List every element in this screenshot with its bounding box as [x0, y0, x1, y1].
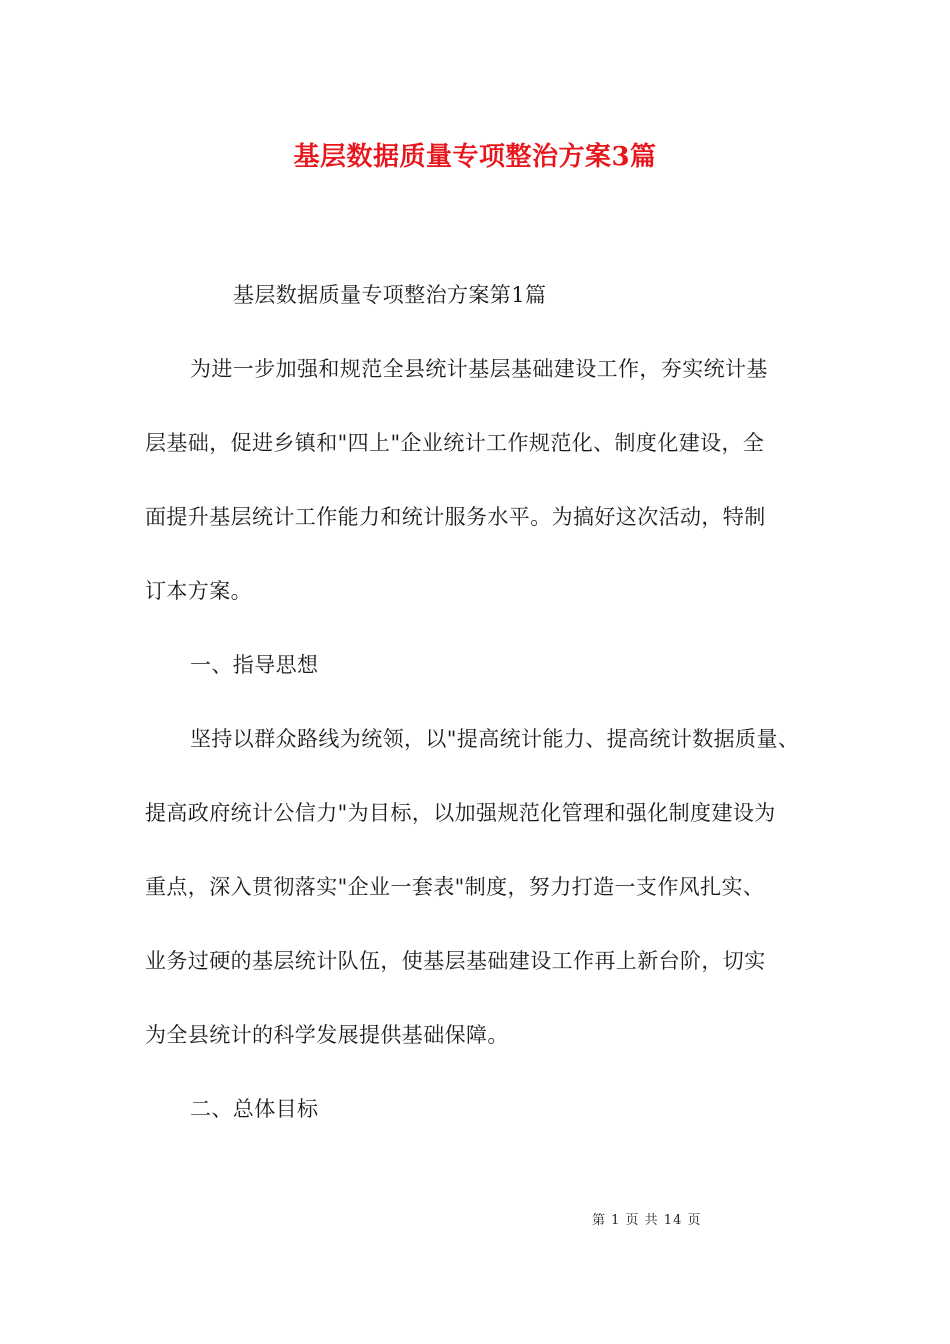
paragraph-line: 为全县统计的科学发展提供基础保障。	[145, 1023, 509, 1047]
section-heading-guiding-ideology: 一、指导思想	[190, 653, 319, 677]
section-heading-overall-goal: 二、总体目标	[190, 1097, 319, 1121]
paragraph-line: 提高政府统计公信力"为目标，以加强规范化管理和强化制度建设为	[145, 801, 776, 825]
paragraph-line: 层基础，促进乡镇和"四上"企业统计工作规范化、制度化建设，全	[145, 431, 765, 455]
page-number-footer: 第 1 页 共 14 页	[592, 1213, 702, 1228]
paragraph-line: 为进一步加强和规范全县统计基层基础建设工作，夯实统计基	[190, 357, 768, 381]
paragraph-line: 面提升基层统计工作能力和统计服务水平。为搞好这次活动，特制	[145, 505, 766, 529]
document-title: 基层数据质量专项整治方案3篇	[293, 142, 657, 172]
section-heading-part-1: 基层数据质量专项整治方案第1篇	[233, 283, 547, 307]
paragraph-line: 业务过硬的基层统计队伍，使基层基础建设工作再上新台阶，切实	[145, 949, 766, 973]
paragraph-line: 重点，深入贯彻落实"企业一套表"制度，努力打造一支作风扎实、	[145, 875, 765, 899]
paragraph-line: 订本方案。	[145, 579, 252, 603]
paragraph-line: 坚持以群众路线为统领，以"提高统计能力、提高统计数据质量、	[190, 727, 800, 751]
